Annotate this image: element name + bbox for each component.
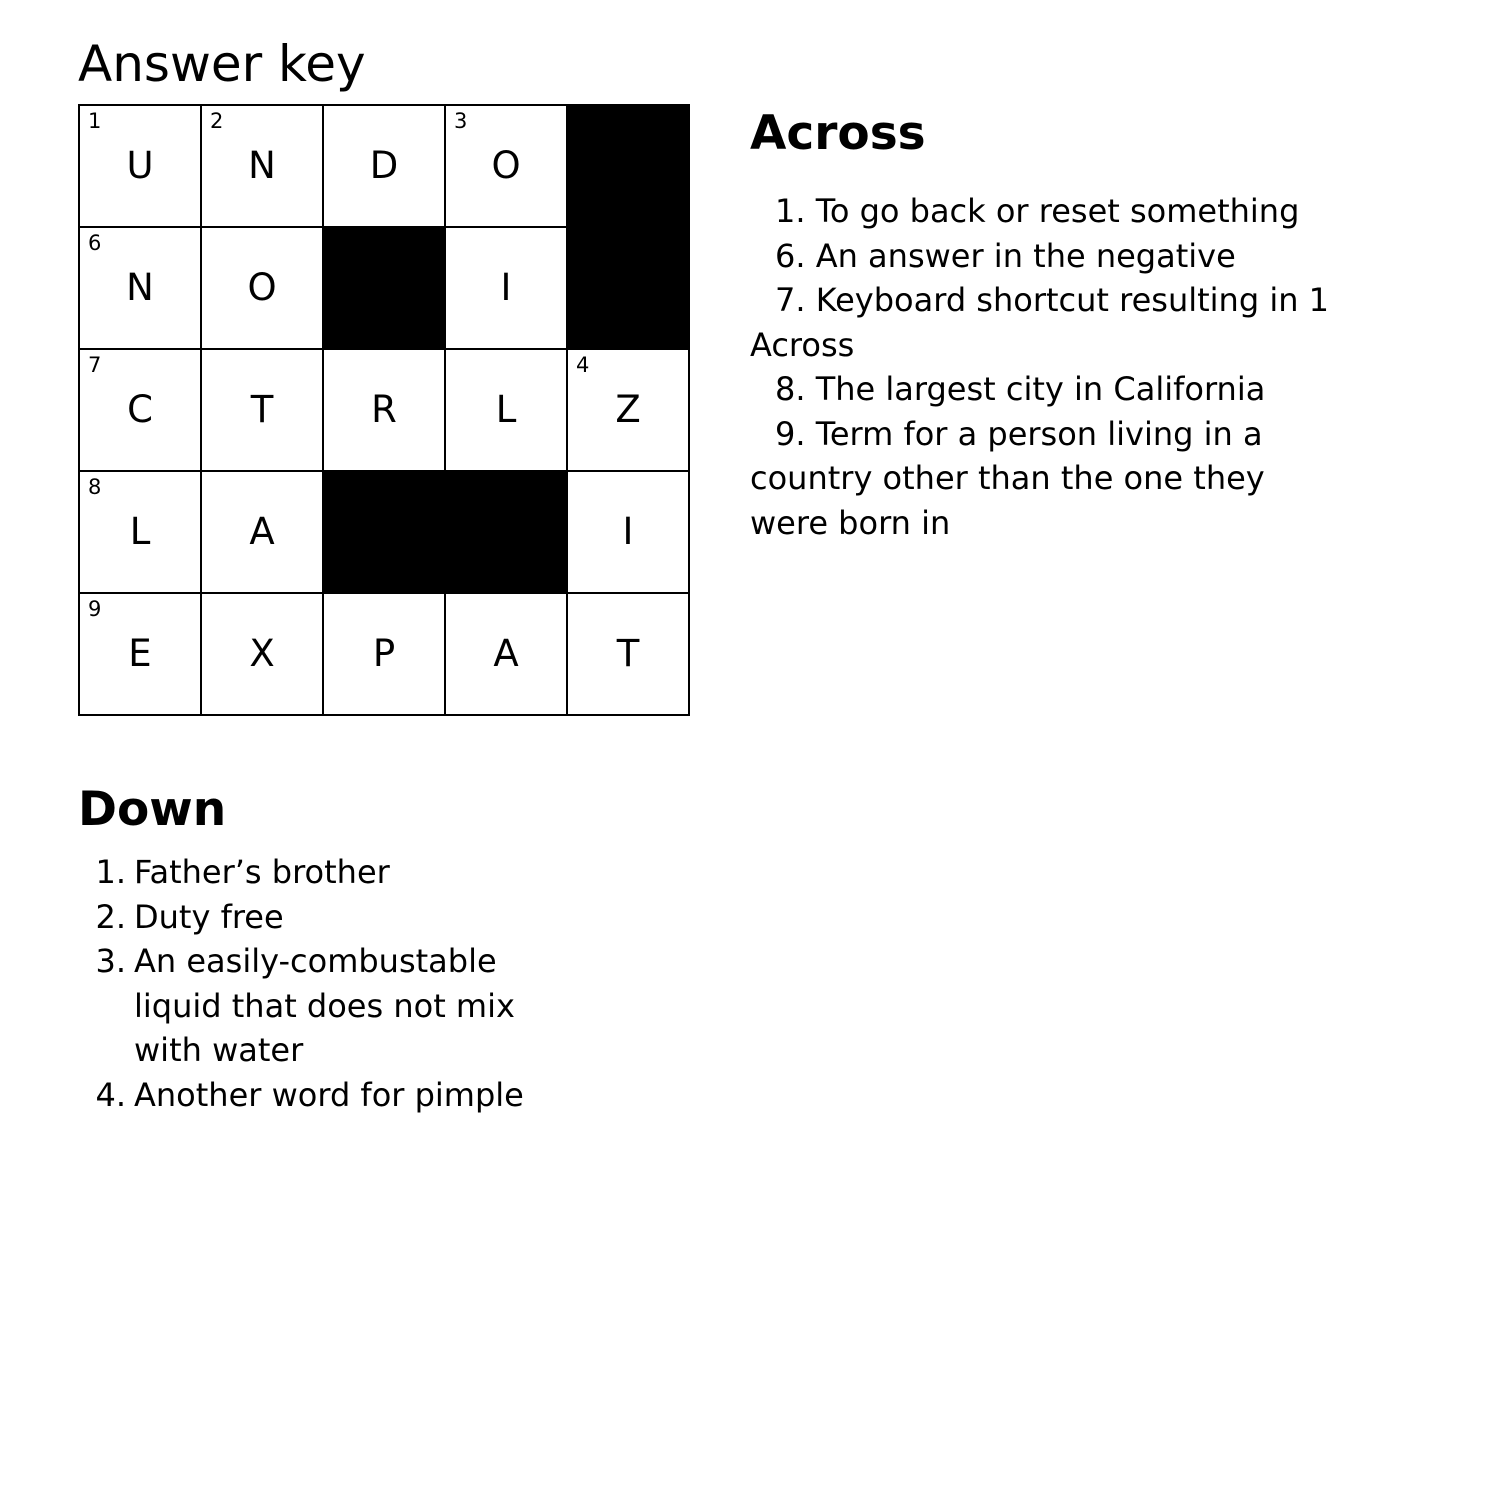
down-clue-number: 2. (95, 897, 126, 936)
across-clue-number: 1. (775, 192, 806, 230)
grid-cell[interactable] (446, 594, 568, 716)
across-clue (750, 367, 1340, 412)
clue-number: 9 (88, 597, 102, 621)
down-clue (78, 850, 598, 895)
grid-cell[interactable] (80, 594, 202, 716)
across-clue-list (750, 189, 1340, 545)
answer-letter: T (616, 632, 640, 675)
page-title: Answer key (78, 35, 366, 93)
grid-cell[interactable] (202, 350, 324, 472)
across-clue-number: 8. (775, 370, 806, 408)
grid-cell[interactable] (202, 228, 324, 350)
answer-letter: O (491, 144, 521, 187)
down-clue-list (78, 850, 598, 1117)
answer-letter: C (127, 388, 153, 431)
answer-letter: P (372, 632, 396, 675)
answer-letter: D (369, 144, 399, 187)
clue-number: 7 (88, 353, 102, 377)
answer-letter: X (249, 632, 275, 675)
black-square (324, 472, 446, 594)
clue-number: 2 (210, 109, 224, 133)
answer-letter: Z (615, 388, 641, 431)
down-clue-number: 3. (95, 942, 126, 980)
grid-cell[interactable] (80, 106, 202, 228)
across-clues-section (750, 106, 1340, 545)
grid-cell[interactable] (568, 594, 690, 716)
black-square (446, 472, 568, 594)
clue-number: 8 (88, 475, 102, 499)
clue-number: 1 (88, 109, 102, 133)
across-clue (750, 278, 1340, 367)
down-clues-section (78, 782, 598, 1117)
across-clue-number: 6. (775, 236, 806, 275)
answer-letter: L (129, 510, 151, 553)
across-clue-text: The largest city in California (815, 370, 1266, 408)
across-clue-text: Term for a person living in a country other than the one they were born in (750, 414, 1265, 542)
answer-letter: I (500, 266, 512, 309)
clue-number: 6 (88, 231, 102, 255)
grid-cell[interactable] (80, 228, 202, 350)
grid-cell[interactable] (202, 594, 324, 716)
answer-letter: N (126, 266, 154, 309)
grid-cell[interactable] (202, 106, 324, 228)
down-clue-number: 4. (95, 1075, 126, 1114)
across-heading: Across (750, 106, 926, 161)
down-clue (78, 895, 598, 940)
grid-cell[interactable] (446, 106, 568, 228)
grid-cell[interactable] (324, 106, 446, 228)
answer-letter: L (495, 388, 517, 431)
answer-letter: E (128, 632, 152, 675)
black-square (324, 228, 446, 350)
down-clue-text: Father’s brother (134, 853, 390, 891)
grid-cell[interactable] (324, 594, 446, 716)
across-clue-text: An answer in the negative (815, 236, 1236, 275)
answer-letter: R (371, 388, 397, 431)
black-square (568, 106, 690, 228)
clue-number: 4 (576, 353, 590, 377)
crossword-grid (78, 104, 690, 716)
grid-cell[interactable] (568, 472, 690, 594)
answer-letter: U (126, 144, 154, 187)
down-heading: Down (78, 782, 227, 837)
black-square (568, 228, 690, 350)
grid-cell[interactable] (324, 350, 446, 472)
across-clue-number: 9. (775, 414, 806, 453)
across-clue (750, 412, 1340, 546)
grid-cell[interactable] (446, 350, 568, 472)
answer-letter: I (622, 510, 634, 553)
down-clue-text: Duty free (134, 897, 284, 936)
across-clue (750, 189, 1340, 234)
grid-cell[interactable] (446, 228, 568, 350)
answer-letter: N (248, 144, 276, 187)
grid-cell[interactable] (202, 472, 324, 594)
clue-number: 3 (454, 109, 468, 133)
down-clue (78, 1073, 598, 1118)
down-clue-text: An easily-combustable liquid that does not mix with water (134, 942, 515, 1069)
across-clue-number: 7. (775, 281, 806, 319)
down-clue-text: Another word for pimple (134, 1075, 524, 1114)
across-clue-text: To go back or reset something (815, 192, 1300, 230)
grid-cell[interactable] (80, 472, 202, 594)
across-clue-text: Keyboard shortcut resulting in 1 Across (750, 281, 1330, 364)
answer-letter: O (247, 266, 277, 309)
answer-letter: A (493, 632, 519, 675)
answer-letter: T (250, 388, 274, 431)
answer-letter: A (249, 510, 275, 553)
grid-cell[interactable] (80, 350, 202, 472)
across-clue (750, 234, 1340, 279)
down-clue (78, 939, 598, 1073)
down-clue-number: 1. (95, 853, 126, 891)
grid-cell[interactable] (568, 350, 690, 472)
